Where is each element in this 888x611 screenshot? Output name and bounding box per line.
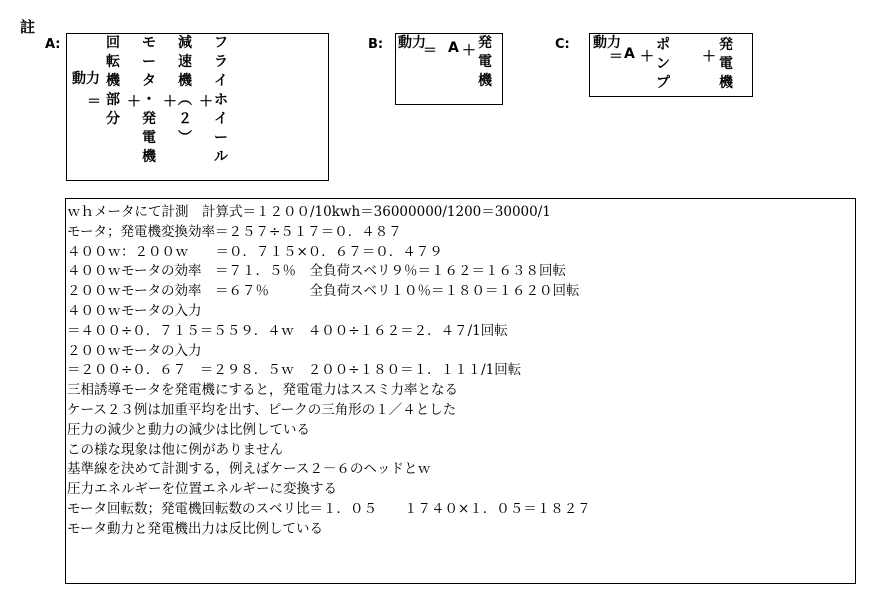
note-line: ４００ｗモータの入力 — [67, 302, 202, 319]
formula-a-col-flywheel: フ ラ イ ホ イ ー ル — [214, 35, 228, 165]
note-line: 圧力の減少と動力の減少は比例している — [67, 421, 310, 438]
note-line: ２００ｗモータの効率 ＝６７％ 全負荷スベリ１０％＝１８０＝１６２０回転 — [67, 283, 580, 300]
formula-c-douryoku: 動力 — [593, 35, 621, 51]
note-line: モータ動力と発電機出力は反比例している — [67, 520, 323, 537]
note-line: ｗｈメータにて計測 計算式＝１２００/10kwh＝36000000/1200＝30000/1 — [67, 204, 551, 220]
note-line: ＝４００÷０．７１５＝５５９．４ｗ ４００÷１６２＝２．４７/1回転 — [67, 322, 508, 339]
formula-a-plus-2: ＋ — [163, 94, 177, 110]
formula-a-plus-1: ＋ — [127, 94, 141, 110]
formula-b-plus: ＋ — [462, 43, 476, 59]
formula-c-a-term: A — [624, 46, 635, 62]
formula-c-equals: ＝ — [609, 49, 623, 65]
note-line: モータ；発電機変換効率＝２５７÷５１７＝０．４８７ — [67, 223, 402, 240]
formula-c-plus-2: ＋ — [702, 49, 716, 65]
formula-a-plus-3: ＋ — [199, 94, 213, 110]
note-label: 註 — [20, 18, 36, 36]
note-line: ＝２００÷０．６７ ＝２９８．５ｗ ２００÷１８０＝１．１１１/1回転 — [67, 362, 522, 379]
formula-c-plus-1: ＋ — [640, 49, 654, 65]
note-line: ４００ｗ：２００ｗ ＝０．７１５×０．６７＝０．４７９ — [67, 243, 443, 260]
formula-a-col-gensoku: 減 速 機 ︵ ２ ︶ — [178, 35, 192, 146]
formula-b-a-term: A — [448, 40, 459, 56]
notes-text — [67, 203, 852, 540]
formula-b-douryoku: 動力 — [398, 35, 426, 51]
formula-c-label: C: — [555, 37, 570, 52]
note-line: 基準線を決めて計測する，例えばケース２－６のヘッドとｗ — [67, 461, 431, 478]
note-line: ケース２３例は加重平均を出す、ピークの三角形の１／４とした — [67, 401, 457, 418]
formula-c-generator: 発 電 機 — [719, 37, 733, 91]
note-line: ４００ｗモータの効率 ＝７１．５％ 全負荷スベリ９％＝１６２＝１６３８回転 — [67, 263, 566, 280]
formula-a-label: A: — [45, 37, 61, 52]
note-line: この様な現象は他に例がありません — [67, 441, 283, 458]
formula-a-col-motor: モ ー タ ・ 発 電 機 — [142, 35, 156, 165]
formula-c-pump: ポ ン プ — [656, 37, 670, 91]
formula-b-generator: 発 電 機 — [478, 35, 492, 89]
note-line: モータ回転数；発電機回転数のスベリ比＝１．０５ １７４０×１．０５＝１８２７ — [67, 500, 591, 517]
formula-b-equals: ＝ — [423, 43, 437, 59]
note-line: 圧力エネルギーを位置エネルギーに変換する — [67, 481, 337, 498]
formula-a-equals: ＝ — [87, 94, 101, 110]
formula-a-douryoku: 動力 — [72, 71, 100, 87]
note-line: 三相誘導モータを発電機にすると，発電電力はススミ力率となる — [67, 382, 458, 399]
formula-b-label: B: — [368, 37, 384, 52]
formula-a-col-kaitenbu: 回 転 機 部 分 — [106, 35, 120, 127]
note-line: ２００ｗモータの入力 — [67, 342, 202, 359]
